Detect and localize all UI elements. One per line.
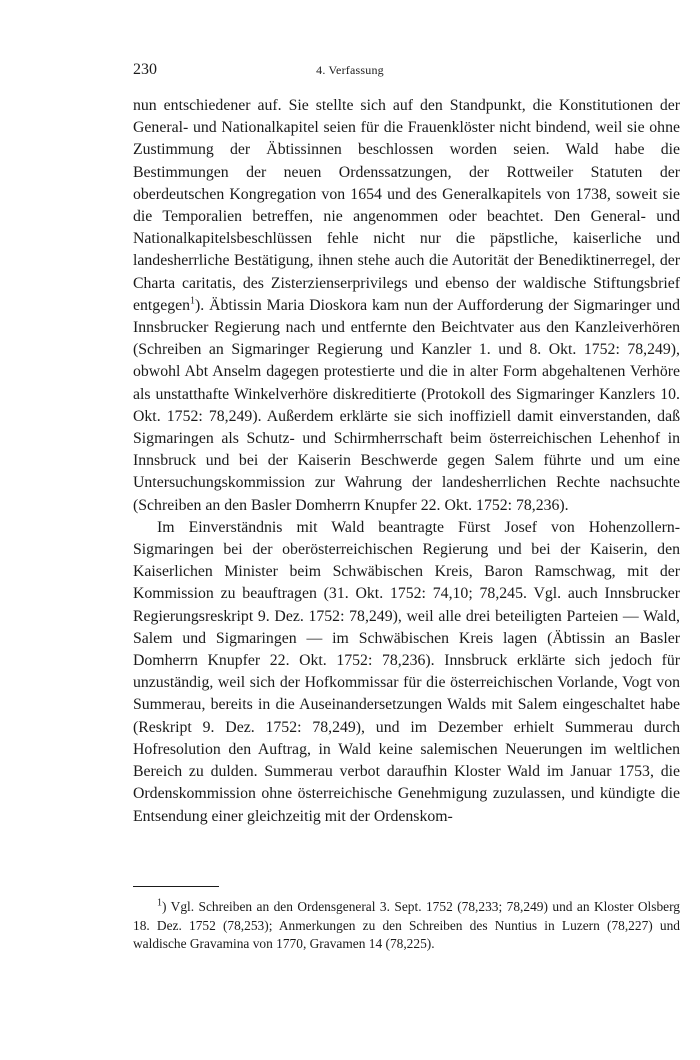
footnote <box>133 898 680 954</box>
footnote-text: ) Vgl. Schreiben an den Ordensgeneral 3. Sept. 1752 (78,233; 78,249) und an Kloster Olsberg 18. Dez. 1752 (78,253); Anmerkungen zu den Schreiben des Nuntius in Luzern (78,227) und waldische Gravamina von 1770, Gravamen 14 (78,225). <box>133 899 680 951</box>
running-head: 4. Verfassung <box>316 63 384 77</box>
paragraph-1-text-a: nun entschiedener auf. Sie stellte sich auf den Standpunkt, die Konstitutionen der General- und Nationalkapitel seien für die Frauenklöster nicht bindend, weil sie ohne Zustimmung der Äbtissinnen beschlossen worden seien. Wald habe die Bestimmungen der neuen Ordenssatzungen, der Rottweiler Statuten der oberdeutschen Kongregation von 1654 und des Generalkapitels von 1738, soweit sie die Temporalien betreffen, nie angenommen oder beachtet. Den General- und Nationalkapitelsbeschlüssen fehle nicht nur die päpstliche, kaiserliche und landesherrliche Bestätigung, ihnen stehe auch die Autorität der Benediktinerregel, der Charta caritatis, des Zisterzienserprivilegs und ebenso der waldische Stiftungsbrief entgegen <box>133 97 680 314</box>
body-text <box>133 95 680 828</box>
footnote-marker: 1 <box>157 897 162 909</box>
paragraph-1 <box>133 95 680 517</box>
paragraph-1-text-b: ). Äbtissin Maria Dioskora kam nun der Aufforderung der Sigmaringer und Innsbrucker Regierung nach und entfernte den Beichtvater aus den Kanzleiverhören (Schreiben an Sigmaringer Regierung und Kanzler 1. und 8. Okt. 1752: 78,249), obwohl Abt Anselm dagegen protestierte und die in alter Form abgehaltenen Verhöre als unstatthafte Winkelverhöre diskreditierte (Protokoll des Sigmaringer Kanzlers 10. Okt. 1752: 78,249). Außerdem erklärte sie sich inoffiziell damit einverstanden, daß Sigmaringen als Schutz- und Schirmherrschaft beim österreichischen Lehenhof in Innsbruck und bei der Kaiserin Beschwerde gegen Salem führte und um eine Untersuchungskommission zur Wahrung der landesherrlichen Rechte nachsuchte (Schreiben an den Basler Domherrn Knupfer 22. Okt. 1752: 78,236). <box>133 296 680 514</box>
footnote-reference: 1 <box>190 295 196 307</box>
paragraph-2: Im Einverständnis mit Wald beantragte Fürst Josef von Hohenzollern-Sigmaringen bei der oberösterreichischen Regierung und bei der Kaiserin, den Kaiserlichen Minister beim Schwäbischen Kreis, Baron Ramschwag, mit der Kommission zu beauftragen (31. Okt. 1752: 74,10; 78,245. Vgl. auch Innsbrucker Regierungsreskript 9. Dez. 1752: 78,249), weil alle drei beteiligten Parteien — Wald, Salem und Sigmaringen — im Schwäbischen Kreis lagen (Äbtissin an Basler Domherrn Knupfer 22. Okt. 1752: 78,236). Innsbruck erklärte sich jedoch für unzuständig, weil sich der Hofkommissar für die österreichischen Vorlande, Vogt von Summerau, bereits in die Auseinandersetzungen Walds mit Salem eingeschaltet habe (Reskript 9. Dez. 1752: 78,249), und im Dezember erhielt Summerau durch Hofresolution den Auftrag, in Wald keine salemischen Neuerungen im weltlichen Bereich zu dulden. Summerau verbot daraufhin Kloster Wald im Januar 1753, die Ordenskommission ohne österreichische Genehmigung zuzulassen, und kündigte die Entsendung einer gleichzeitig mit der Ordenskom- <box>133 518 680 825</box>
footnote-divider <box>133 886 219 887</box>
page-number: 230 <box>133 61 157 78</box>
